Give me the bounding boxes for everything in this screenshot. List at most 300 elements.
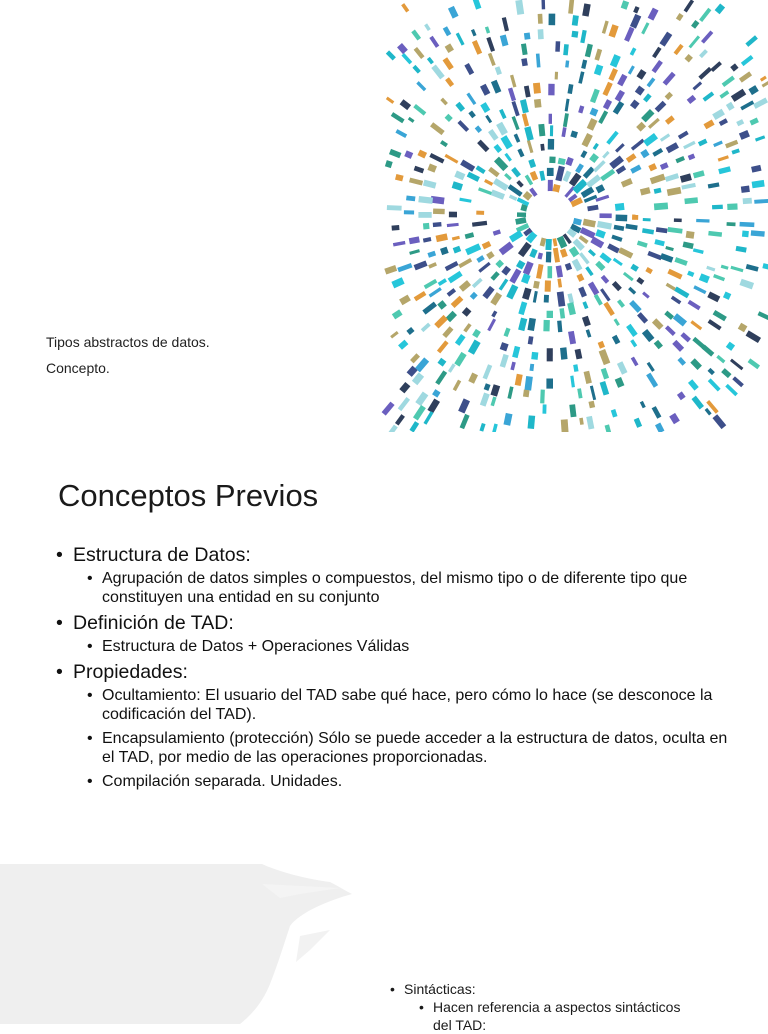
mosaic-tile <box>636 69 646 80</box>
mosaic-tile <box>417 150 427 159</box>
mosaic-tile <box>558 158 566 165</box>
mosaic-tile <box>508 87 516 101</box>
mosaic-tile <box>640 149 649 158</box>
mosaic-tile <box>603 82 613 96</box>
mosaic-tile <box>411 30 421 41</box>
mosaic-tile <box>687 95 697 104</box>
mosaic-tile <box>550 125 553 136</box>
mosaic-tile <box>416 81 426 91</box>
mosaic-tile <box>640 187 651 195</box>
mosaic-tile <box>538 29 544 39</box>
slide-title: Conceptos Previos <box>58 478 319 513</box>
mosaic-tile <box>390 331 399 339</box>
mosaic-tile <box>713 141 723 148</box>
mosaic-tile <box>612 335 620 345</box>
mosaic-tile <box>557 291 566 306</box>
mosaic-tile <box>606 131 618 145</box>
mosaic-tile <box>471 0 481 10</box>
mosaic-tile <box>556 265 563 277</box>
mosaic-tile <box>488 53 496 66</box>
mosaic-tile <box>713 310 727 321</box>
mosaic-tile <box>568 0 574 14</box>
mosaic-tile <box>666 283 676 291</box>
mosaic-tile <box>762 263 768 270</box>
mosaic-tile <box>708 182 720 188</box>
mosaic-tile <box>534 99 542 108</box>
mosaic-tile <box>510 75 517 88</box>
mosaic-tile <box>647 77 656 87</box>
mosaic-tile <box>742 231 749 238</box>
mosaic-tile <box>430 122 445 135</box>
mosaic-tile <box>731 148 739 154</box>
mosaic-tile <box>615 143 625 153</box>
mosaic-tile <box>623 272 634 281</box>
mosaic-tile <box>536 53 541 67</box>
mosaic-tile <box>529 364 534 371</box>
mosaic-tile <box>563 44 569 55</box>
mosaic-tile <box>736 119 744 126</box>
sub-bullet-list <box>73 686 732 791</box>
mosaic-tile <box>406 195 415 201</box>
mosaic-tile <box>423 237 432 243</box>
mosaic-tile <box>530 171 538 181</box>
mosaic-tile <box>414 47 425 59</box>
mosaic-tile <box>447 288 456 297</box>
mosaic-tile <box>701 30 713 43</box>
sub-bullet: • Hacen referencia a aspectos sintácticos del TAD: <box>390 998 703 1034</box>
sub-bullet-list <box>73 637 732 656</box>
mosaic-tile <box>557 320 562 332</box>
mosaic-tile <box>688 379 699 390</box>
radial-mosaic-graphic <box>388 0 768 432</box>
mosaic-tile <box>667 269 682 280</box>
mosaic-tile <box>750 118 759 126</box>
mosaic-tile <box>391 277 404 288</box>
mosaic-tile <box>501 266 511 276</box>
mosaic-tile <box>528 415 536 429</box>
mosaic-tile <box>548 180 553 193</box>
mosaic-tile <box>578 105 584 113</box>
mosaic-tile <box>538 14 543 24</box>
mosaic-tile <box>500 34 509 46</box>
mosaic-tile <box>524 86 531 98</box>
mosaic-tile <box>458 398 470 413</box>
mosaic-tile <box>654 202 668 210</box>
mosaic-tile <box>445 43 454 53</box>
mosaic-tile <box>723 292 731 300</box>
mosaic-tile <box>561 419 569 433</box>
mosaic-tile <box>443 57 454 70</box>
mosaic-tile <box>630 264 638 272</box>
mosaic-tile <box>533 291 538 303</box>
mosaic-tile <box>686 231 695 239</box>
mosaic-tile <box>599 213 611 218</box>
mosaic-tile <box>674 257 687 266</box>
mosaic-tile <box>617 299 625 308</box>
mosaic-tile <box>458 258 472 268</box>
mosaic-tile <box>703 91 715 101</box>
mosaic-tile <box>514 134 521 143</box>
mosaic-tile <box>603 302 614 316</box>
mosaic-tile <box>725 140 738 149</box>
mosaic-tile <box>421 323 431 332</box>
mosaic-tile <box>401 53 412 64</box>
mosaic-tile <box>549 156 555 163</box>
mosaic-tile <box>448 271 463 284</box>
syntax-slide <box>0 864 768 1033</box>
mosaic-tile <box>413 104 426 116</box>
mosaic-tile <box>718 166 731 174</box>
mosaic-tile <box>423 411 433 425</box>
mosaic-tile <box>573 218 582 226</box>
mosaic-tile <box>545 280 551 291</box>
mosaic-tile <box>472 278 483 288</box>
mosaic-tile <box>437 340 449 353</box>
mosaic-tile <box>580 150 587 158</box>
mosaic-tile <box>687 271 694 277</box>
mosaic-tile <box>677 357 686 366</box>
sub-bullet: • Agrupación de datos simples o compuestos, del mismo tipo o de diferente tipo que constituyen una entidad en su conjunto <box>73 569 732 607</box>
mosaic-tile <box>716 355 725 363</box>
mosaic-tile <box>665 173 679 182</box>
mosaic-tile <box>601 368 609 380</box>
mosaic-tile <box>667 187 682 196</box>
mosaic-tile <box>412 65 420 74</box>
mosaic-tile <box>480 392 490 406</box>
mosaic-tile <box>650 174 666 185</box>
mosaic-tile <box>690 358 702 370</box>
mosaic-tile <box>582 133 593 147</box>
mosaic-tile <box>718 155 729 161</box>
mosaic-tile <box>732 376 744 387</box>
mosaic-tile <box>522 287 532 299</box>
mosaic-tile <box>391 112 405 123</box>
mosaic-tile <box>614 225 625 231</box>
mosaic-tile <box>710 61 721 72</box>
mosaic-tile <box>672 340 684 352</box>
mosaic-tile <box>586 416 594 430</box>
mosaic-tile <box>521 273 531 284</box>
mosaic-tile <box>587 118 598 131</box>
mosaic-tile <box>666 142 679 153</box>
mosaic-tile <box>451 296 464 308</box>
mosaic-tile <box>415 391 428 406</box>
mosaic-tile <box>572 15 579 26</box>
mosaic-tile <box>398 397 410 411</box>
mosaic-tile <box>429 287 442 297</box>
mosaic-tile <box>621 178 633 187</box>
mosaic-tile <box>588 249 596 257</box>
mosaic-tile <box>688 300 701 310</box>
mosaic-tile <box>602 151 610 159</box>
mosaic-tile <box>758 311 768 321</box>
mosaic-tile <box>675 156 685 163</box>
mosaic-tile <box>588 401 595 409</box>
mosaic-tile <box>547 348 553 361</box>
mosaic-tile <box>490 292 502 306</box>
mosaic-tile <box>490 189 505 199</box>
mosaic-tile <box>689 35 701 48</box>
mosaic-tile <box>500 354 509 368</box>
mosaic-tile <box>617 74 627 86</box>
mosaic-tile <box>524 126 534 140</box>
mosaic-tile <box>615 214 627 221</box>
mosaic-tile <box>584 371 592 384</box>
mosaic-tile <box>719 90 729 98</box>
mosaic-tile <box>751 165 761 173</box>
mosaic-tile <box>455 334 466 346</box>
subtitle-line-2: Concepto. <box>46 360 110 376</box>
mosaic-tile <box>754 199 768 204</box>
mosaic-tile <box>517 148 524 157</box>
mosaic-tile <box>424 23 431 31</box>
mosaic-tile <box>665 115 675 124</box>
mosaic-tile <box>465 243 481 255</box>
mosaic-tile <box>696 219 709 223</box>
mosaic-tile <box>607 243 620 253</box>
mosaic-tile <box>600 252 612 263</box>
mosaic-tile <box>511 167 521 178</box>
mosaic-tile <box>445 261 459 271</box>
mosaic-tile <box>413 405 426 420</box>
mosaic-tile <box>468 340 481 355</box>
mosaic-tile <box>708 319 722 330</box>
mosaic-tile <box>636 122 646 132</box>
mosaic-tile <box>583 166 595 178</box>
mosaic-tile <box>523 390 530 398</box>
mosaic-tile <box>683 241 694 249</box>
mosaic-tile <box>590 108 599 117</box>
mosaic-tile <box>719 118 728 126</box>
mosaic-tile <box>703 120 714 130</box>
mosaic-tile <box>748 358 760 369</box>
mosaic-tile <box>472 221 487 227</box>
mosaic-tile <box>389 149 401 158</box>
mosaic-tile <box>594 64 603 75</box>
mosaic-tile <box>494 144 503 153</box>
mosaic-tile <box>753 97 768 108</box>
mosaic-tile <box>459 280 471 292</box>
mosaic-tile <box>483 364 493 379</box>
mosaic-tile <box>484 179 493 186</box>
mosaic-tile <box>722 76 735 87</box>
mosaic-tile <box>630 100 640 110</box>
mosaic-tile <box>708 231 722 237</box>
mosaic-tile <box>443 26 452 36</box>
mosaic-tile <box>762 80 768 88</box>
mosaic-tile <box>621 0 629 9</box>
mosaic-tile <box>640 401 646 408</box>
mosaic-tile <box>422 302 437 315</box>
mosaic-tile <box>531 352 538 360</box>
mosaic-tile <box>429 36 439 48</box>
mosaic-tile <box>628 65 635 74</box>
mosaic-tile <box>573 364 578 372</box>
mosaic-tile <box>613 258 623 266</box>
mosaic-tile <box>436 233 448 242</box>
mosaic-tile <box>730 266 743 273</box>
mosaic-tile <box>445 77 454 87</box>
mosaic-tile <box>688 154 696 161</box>
mosaic-tile <box>595 195 609 202</box>
mosaic-tile <box>544 295 549 303</box>
mosaic-tile <box>635 86 645 96</box>
mosaic-tile <box>499 242 514 256</box>
mosaic-tile <box>577 388 582 398</box>
mosaic-tile <box>547 266 552 278</box>
mosaic-tile <box>523 191 533 201</box>
mosaic-tile <box>617 361 628 374</box>
mosaic-tile <box>618 247 633 258</box>
mosaic-tile <box>739 222 754 227</box>
mosaic-tile <box>522 113 529 126</box>
mosaic-tile <box>632 215 638 220</box>
mosaic-tile <box>482 286 494 299</box>
mosaic-tile <box>438 278 447 286</box>
mosaic-tile <box>479 423 485 432</box>
mosaic-tile <box>382 402 395 416</box>
mosaic-tile <box>648 163 657 171</box>
mosaic-tile <box>477 140 489 152</box>
mosaic-tile <box>470 292 478 300</box>
mosaic-tile <box>628 287 636 295</box>
bullet-list <box>52 544 732 796</box>
mosaic-tile <box>462 307 472 317</box>
mosaic-tile <box>674 44 684 55</box>
mosaic-tile <box>680 332 690 342</box>
mosaic-tile <box>571 31 578 38</box>
mosaic-tile <box>397 263 412 272</box>
mosaic-tile <box>634 418 642 428</box>
mosaic-tile <box>600 288 611 301</box>
mosaic-tile <box>712 414 726 429</box>
mosaic-tile <box>567 293 574 303</box>
mosaic-tile <box>648 8 659 21</box>
mosaic-tile <box>608 68 618 81</box>
mosaic-tile <box>395 174 404 181</box>
mosaic-tile <box>504 173 512 180</box>
mosaic-tile <box>598 110 608 124</box>
mosaic-tile <box>567 84 573 94</box>
mosaic-tile <box>656 227 668 233</box>
mosaic-tile <box>693 170 705 178</box>
mosaic-tile <box>660 133 670 141</box>
mosaic-tile <box>463 323 471 332</box>
mosaic-tile <box>486 251 495 259</box>
mosaic-tile <box>652 60 663 73</box>
mosaic-tile <box>445 114 453 122</box>
mosaic-tile <box>392 309 403 319</box>
mosaic-tile <box>408 117 415 123</box>
bullet-text: Estructura de Datos: <box>73 544 251 566</box>
mosaic-tile <box>418 212 431 218</box>
mosaic-tile <box>659 32 672 47</box>
mosaic-tile <box>398 340 408 350</box>
sub-bullet: • Compilación separada. Unidades. <box>73 772 732 791</box>
mosaic-tile <box>630 47 637 55</box>
mosaic-tile <box>590 89 600 104</box>
mosaic-tile <box>693 248 704 254</box>
mosaic-tile <box>739 71 752 82</box>
mosaic-tile <box>654 239 665 246</box>
mosaic-tile <box>578 287 587 298</box>
sub-bullet: • Ocultamiento: El usuario del TAD sabe qué hace, pero cómo lo hace (se desconoce la codificación del TAD). <box>73 686 732 724</box>
mosaic-tile <box>472 40 482 55</box>
mosaic-tile <box>446 311 457 322</box>
mosaic-tile <box>611 235 622 242</box>
mosaic-tile <box>667 227 682 234</box>
mosaic-tile <box>616 165 626 174</box>
mosaic-tile <box>713 274 725 281</box>
mosaic-tile <box>428 262 437 269</box>
mosaic-tile <box>642 228 654 234</box>
mosaic-tile <box>582 316 591 327</box>
mosaic-tile <box>727 203 737 210</box>
mosaic-tile <box>599 349 611 365</box>
mosaic-tile <box>471 29 477 36</box>
mosaic-tile <box>589 153 599 163</box>
mosaic-tile <box>459 198 471 203</box>
mosaic-tile <box>475 125 482 133</box>
mosaic-tile <box>468 110 475 118</box>
mosaic-tile <box>673 313 687 326</box>
mosaic-tile <box>595 229 606 238</box>
mosaic-tile <box>665 325 676 336</box>
mosaic-tile <box>572 259 583 272</box>
mosaic-tile <box>512 346 520 358</box>
mosaic-tile <box>488 129 499 141</box>
mosaic-tile <box>399 295 411 306</box>
mosaic-tile <box>565 60 569 67</box>
mosaic-tile <box>521 58 528 66</box>
mosaic-tile <box>491 310 497 317</box>
mosaic-tile <box>699 8 711 22</box>
mosaic-tile <box>611 409 618 417</box>
mosaic-tile <box>690 320 702 330</box>
mosaic-tile <box>582 3 591 16</box>
mosaic-tile <box>518 301 527 315</box>
mosaic-tile <box>637 312 648 323</box>
mosaic-tile <box>579 252 590 264</box>
mosaic-tile <box>454 352 466 367</box>
mosaic-tile <box>495 260 504 269</box>
mosaic-tile <box>384 265 397 275</box>
mosaic-tile <box>529 248 537 258</box>
mosaic-tile <box>478 187 492 195</box>
mosaic-tile <box>423 180 437 189</box>
mosaic-tile <box>748 85 758 95</box>
mosaic-tile <box>595 184 605 193</box>
mosaic-tile <box>654 340 663 349</box>
mosaic-tile <box>509 230 523 242</box>
mosaic-tile <box>648 118 660 129</box>
mosaic-tile <box>610 54 621 67</box>
mosaic-tile <box>527 318 536 331</box>
mosaic-tile <box>440 247 449 255</box>
mosaic-tile <box>631 357 639 367</box>
mosaic-tile <box>455 102 465 112</box>
mosaic-tile <box>740 100 754 110</box>
mosaic-tile <box>652 47 661 59</box>
mosaic-tile <box>539 171 545 181</box>
mosaic-tile <box>681 183 696 190</box>
mosaic-tile <box>626 153 637 163</box>
mosaic-tile <box>409 236 420 244</box>
mosaic-tile <box>485 115 492 123</box>
mosaic-tile <box>399 382 410 393</box>
mosaic-tile <box>427 398 440 413</box>
mosaic-tile <box>548 84 554 96</box>
